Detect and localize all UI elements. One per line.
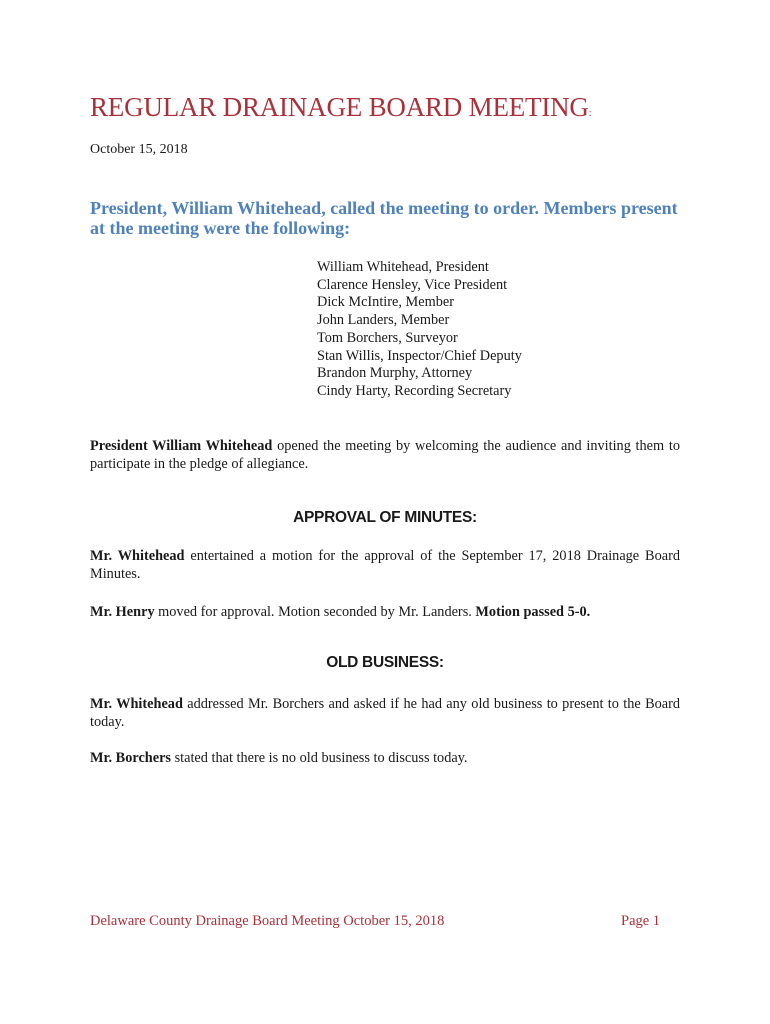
opening-paragraph <box>90 437 680 473</box>
approval-speaker-2: Mr. Henry <box>90 604 155 620</box>
meeting-date: October 15, 2018 <box>90 142 188 157</box>
approval-paragraph-2 <box>90 603 680 621</box>
member-item: Tom Borchers, Surveyor <box>317 329 458 346</box>
members-list <box>317 259 522 401</box>
member-item: Clarence Hensley, Vice President <box>317 276 508 293</box>
page-number: Page 1 <box>621 913 661 929</box>
opening-speaker: President William Whitehead <box>90 438 273 454</box>
intro-heading: President, William Whitehead, called the meeting to order. Members present at the meeting were the following: <box>90 198 678 238</box>
old-business-speaker-1: Mr. Whitehead <box>90 696 183 712</box>
approval-result: Motion passed 5-0. <box>475 604 591 620</box>
title-text: REGULAR DRAINAGE BOARD MEETING <box>90 92 589 122</box>
approval-text-1: entertained a motion for the approval of the September 17, 2018 Drainage Board Minutes. <box>90 548 680 582</box>
old-business-speaker-2: Mr. Borchers <box>90 750 171 766</box>
title-colon: : <box>588 108 592 119</box>
old-business-paragraph-2 <box>90 749 680 767</box>
footer-title: Delaware County Drainage Board Meeting October 15, 2018 <box>90 913 445 929</box>
member-item: Dick McIntire, Member <box>317 294 454 311</box>
member-item: John Landers, Member <box>317 312 450 329</box>
approval-heading: APPROVAL OF MINUTES: <box>293 509 477 526</box>
opening-text: opened the meeting by welcoming the audience and inviting them to participate in the pledge of allegiance. <box>90 438 680 472</box>
approval-speaker-1: Mr. Whitehead <box>90 548 185 564</box>
approval-text-2: moved for approval. Motion seconded by Mr. Landers. <box>154 604 476 620</box>
old-business-text-2: stated that there is no old business to discuss today. <box>171 750 468 766</box>
member-item: Brandon Murphy, Attorney <box>317 365 473 382</box>
approval-paragraph-1 <box>90 547 680 583</box>
old-business-heading: OLD BUSINESS: <box>326 654 444 671</box>
old-business-paragraph-1 <box>90 695 680 731</box>
old-business-text-1: addressed Mr. Borchers and asked if he had any old business to present to the Board today. <box>90 696 681 730</box>
member-item: Stan Willis, Inspector/Chief Deputy <box>317 347 522 364</box>
document-title <box>90 92 591 123</box>
member-item: Cindy Harty, Recording Secretary <box>317 382 512 399</box>
member-item: William Whitehead, President <box>317 259 489 275</box>
